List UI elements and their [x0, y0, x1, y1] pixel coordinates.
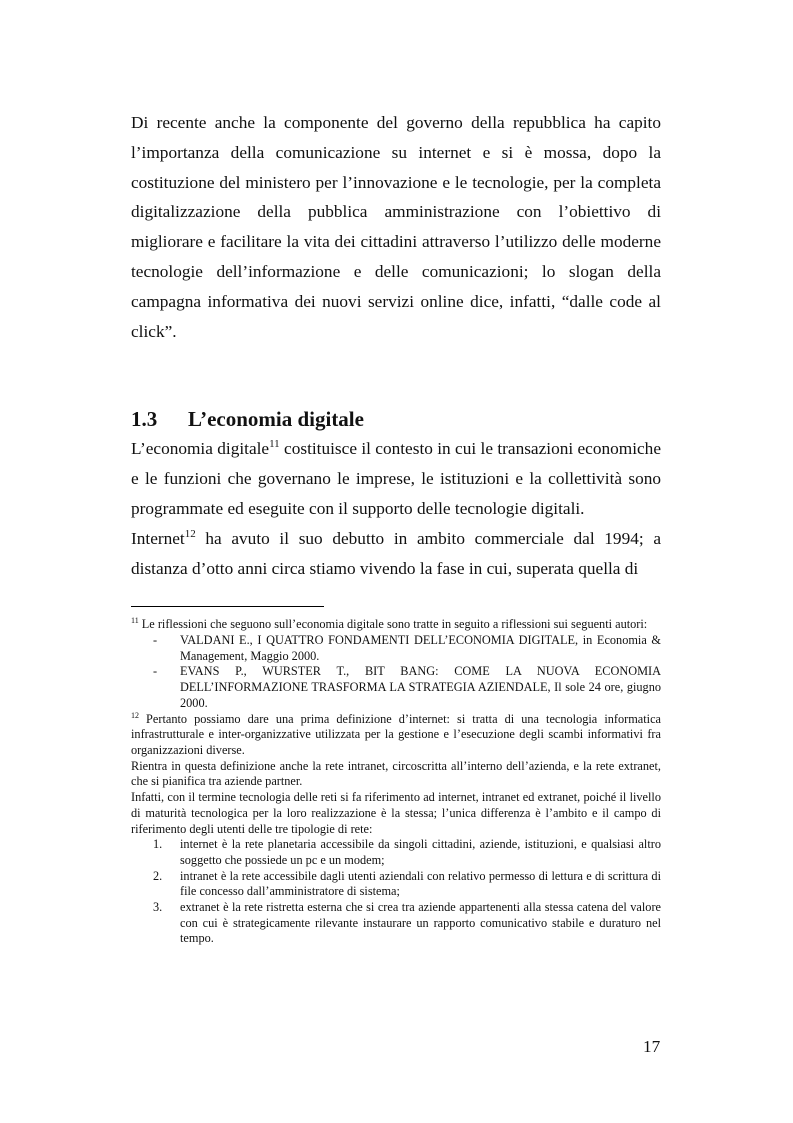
paragraph-rest: costituisce il contesto in cui le transazioni economiche e le funzioni che governano le imprese, le istituzioni e la collettività sono programmate ed eseguite con il supporto delle tecnologie digitali. [131, 439, 661, 518]
footnote-text: Pertanto possiamo dare una prima definizione d’internet: si tratta di una tecnologia informatica infrastrutturale e inter-organizzative utilizzata per la gestione e l’esecuzione degli scambi informativi fra organizzazioni diverse. [131, 711, 661, 757]
list-bullet: - [153, 664, 158, 679]
paragraph-lead: Internet [131, 528, 185, 548]
list-item-text: internet è la rete planetaria accessibile da singoli cittadini, aziende, istituzioni, e qualsiasi altro soggetto che possiede un pc e un modem; [180, 837, 661, 867]
paragraph-internet [131, 524, 661, 584]
list-item [131, 900, 661, 947]
paragraph-digital-economy [131, 434, 661, 523]
footnote-12 [131, 712, 661, 759]
list-number: 1. [153, 837, 163, 852]
paragraph-rest: ha avuto il suo debutto in ambito commerciale dal 1994; a distanza d’otto anni circa stiamo vivendo la fase in cui, superata quella di [131, 528, 661, 578]
list-item-text: intranet è la rete accessibile dagli utenti aziendali con relativo permesso di lettura e di scrittura di file concesso dall’amministratore di sistema; [180, 868, 661, 899]
paragraph-lead: L’economia digitale [131, 439, 270, 459]
footnote-ref-11[interactable]: 11 [269, 438, 280, 451]
footnote-ref-12[interactable]: 12 [184, 528, 196, 540]
footnote-11 [131, 617, 661, 633]
footnote-11-references [131, 633, 661, 712]
list-item-text: VALDANI E., I QUATTRO FONDAMENTI DELL’ECONOMIA DIGITALE, in Economia & Management, Maggio 2000. [180, 633, 661, 663]
list-bullet: - [153, 633, 158, 648]
list-item-text: extranet è la rete ristretta esterna che si crea tra aziende appartenenti alla stessa catena del valore con cui è strategicamente rilevante instaurare un rapporto comunicativo stabile e duraturo nel tempo. [180, 900, 661, 946]
footnote-mark-12: 12 [131, 710, 139, 720]
list-item [131, 664, 661, 711]
footnote-text: Le riflessioni che seguono sull’economia digitale sono tratte in seguito a riflessioni sui seguenti autori: [138, 617, 648, 632]
paragraph-government: Di recente anche la componente del governo della repubblica ha capito l’importanza della comunicazione su internet e si è mossa, dopo la costituzione del ministero per l’innovazione e le tecnologie, per la completa digitalizzazione della pubblica amministrazione con l’obiettivo di migliorare e facilitare la vita dei cittadini attraverso l’utilizzo delle moderne tecnologie dell’informazione e delle comunicazioni; lo slogan della campagna informativa dei nuovi servizi online dice, infatti, “dalle code al click”. [131, 113, 661, 341]
footnote-12-paragraph: Infatti, con il termine tecnologia delle reti si fa riferimento ad internet, intranet ed extranet, poiché il livello di maturità tecnologica per la loro realizzazione è la stessa; l’unica differenza è l’ambito e il campo di riferimento degli utenti delle tre tipologie di rete: [131, 790, 661, 836]
list-item-text: EVANS P., WURSTER T., BIT BANG: COME LA NUOVA ECONOMIA DELL’INFORMAZIONE TRASFORMA LA STRATEGIA AZIENDALE, Il sole 24 ore, giugno 2000. [180, 664, 661, 710]
section-heading [131, 404, 661, 434]
footnote-mark-11: 11 [131, 616, 139, 626]
list-item [131, 869, 661, 900]
list-item [131, 633, 661, 664]
footnote-separator [131, 606, 324, 607]
section-title: L’economia digitale [188, 407, 364, 432]
footnotes [131, 617, 661, 947]
page-number: 17 [643, 1037, 661, 1056]
page-content [131, 108, 661, 947]
footnote-12-paragraph: Rientra in questa definizione anche la rete intranet, circoscritta all’interno dell’azienda, e la rete extranet, che si pianifica tra aziende partner. [131, 758, 661, 789]
footnote-12-network-types [131, 837, 661, 947]
list-item [131, 837, 661, 868]
list-number: 2. [153, 868, 163, 883]
section-number: 1.3 [131, 407, 158, 432]
list-number: 3. [153, 900, 163, 915]
